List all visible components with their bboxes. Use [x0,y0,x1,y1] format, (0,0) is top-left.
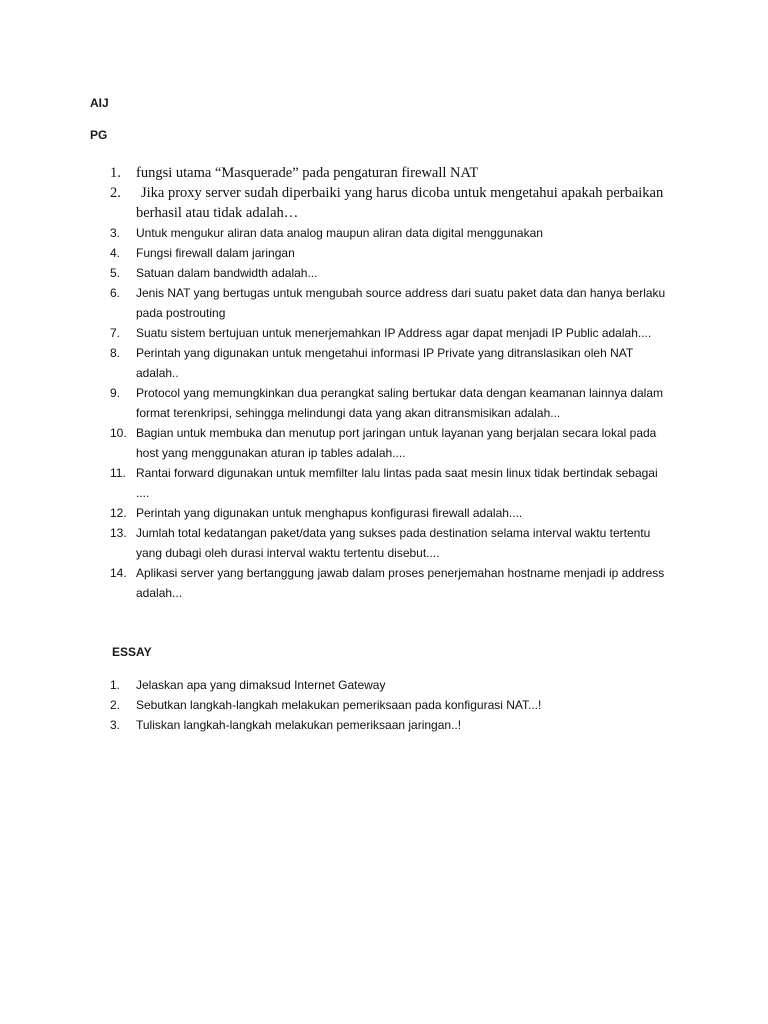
essay-item-3 [110,715,670,735]
question-item-7 [110,323,670,343]
question-item-8 [110,343,670,383]
question-text: fungsi utama “Masquerade” pada pengaturan firewall NAT [136,165,479,181]
question-number: 14. [110,566,127,580]
essay-item-1 [110,675,670,695]
question-text: Perintah yang digunakan untuk mengetahui informasi IP Private yang ditranslasikan oleh NAT adalah.. [136,346,633,380]
essay-number: 3. [110,718,121,732]
essay-number: 2. [110,698,121,712]
question-number: 5. [110,266,121,280]
question-text: Jika proxy server sudah diperbaiki yang harus dicoba untuk mengetahui apakah perbaikan berhasil atau tidak adalah… [136,185,664,221]
question-text: Protocol yang memungkinkan dua perangkat saling bertukar data dengan keamanan lainnya dalam format terenkripsi, sehingga melindungi data yang akan ditransmisikan adalah... [136,386,664,420]
question-item-11 [110,463,670,503]
question-item-14 [110,563,670,603]
question-item-3 [110,223,670,243]
question-text: Fungsi firewall dalam jaringan [136,246,295,260]
essay-text: Tuliskan langkah-langkah melakukan pemeriksaan jaringan..! [136,718,462,732]
essay-item-2 [110,695,670,715]
question-number: 3. [110,226,121,240]
question-text: Jumlah total kedatangan paket/data yang sukses pada destination selama interval waktu tertentu yang dubagi oleh durasi interval waktu tertentu disebut.... [136,526,651,560]
question-item-4 [110,243,670,263]
essay-text: Sebutkan langkah-langkah melakukan pemeriksaan pada konfigurasi NAT...! [136,698,542,712]
essay-list [110,675,670,735]
question-number: 6. [110,286,121,300]
question-text: Perintah yang digunakan untuk menghapus konfigurasi firewall adalah.... [136,506,523,520]
question-item-2 [110,183,670,223]
question-number: 8. [110,346,121,360]
multiple-choice-list [110,163,670,603]
question-text: Jenis NAT yang bertugas untuk mengubah source address dari suatu paket data dan hanya berlaku pada postrouting [136,286,666,320]
essay-text: Jelaskan apa yang dimaksud Internet Gateway [136,678,386,692]
question-number: 1. [110,165,121,181]
question-number: 4. [110,246,121,260]
question-item-12 [110,503,670,523]
question-text: Aplikasi server yang bertanggung jawab dalam proses penerjemahan hostname menjadi ip address adalah... [136,566,665,600]
question-number: 7. [110,326,121,340]
question-item-6 [110,283,670,323]
question-text: Bagian untuk membuka dan menutup port jaringan untuk layanan yang berjalan secara lokal pada host yang menggunakan aturan ip tables adalah.... [136,426,657,460]
question-number: 13. [110,526,127,540]
subject-heading: AIJ [90,96,109,110]
question-item-9 [110,383,670,423]
question-text: Untuk mengukur aliran data analog maupun aliran data digital menggunakan [136,226,543,240]
question-text: Suatu sistem bertujuan untuk menerjemahkan IP Address agar dapat menjadi IP Public adalah.... [136,326,652,340]
question-text: Satuan dalam bandwidth adalah... [136,266,318,280]
question-number: 9. [110,386,121,400]
essay-number: 1. [110,678,121,692]
question-number: 11. [110,466,126,480]
question-number: 2. [110,185,121,201]
question-item-1 [110,163,670,183]
essay-heading: ESSAY [112,645,152,659]
multiple-choice-heading: PG [90,128,108,142]
question-text: Rantai forward digunakan untuk memfilter lalu lintas pada saat mesin linux tidak bertindak sebagai .... [136,466,658,500]
question-item-5 [110,263,670,283]
question-number: 12. [110,506,127,520]
question-item-13 [110,523,670,563]
question-item-10 [110,423,670,463]
question-number: 10. [110,426,127,440]
